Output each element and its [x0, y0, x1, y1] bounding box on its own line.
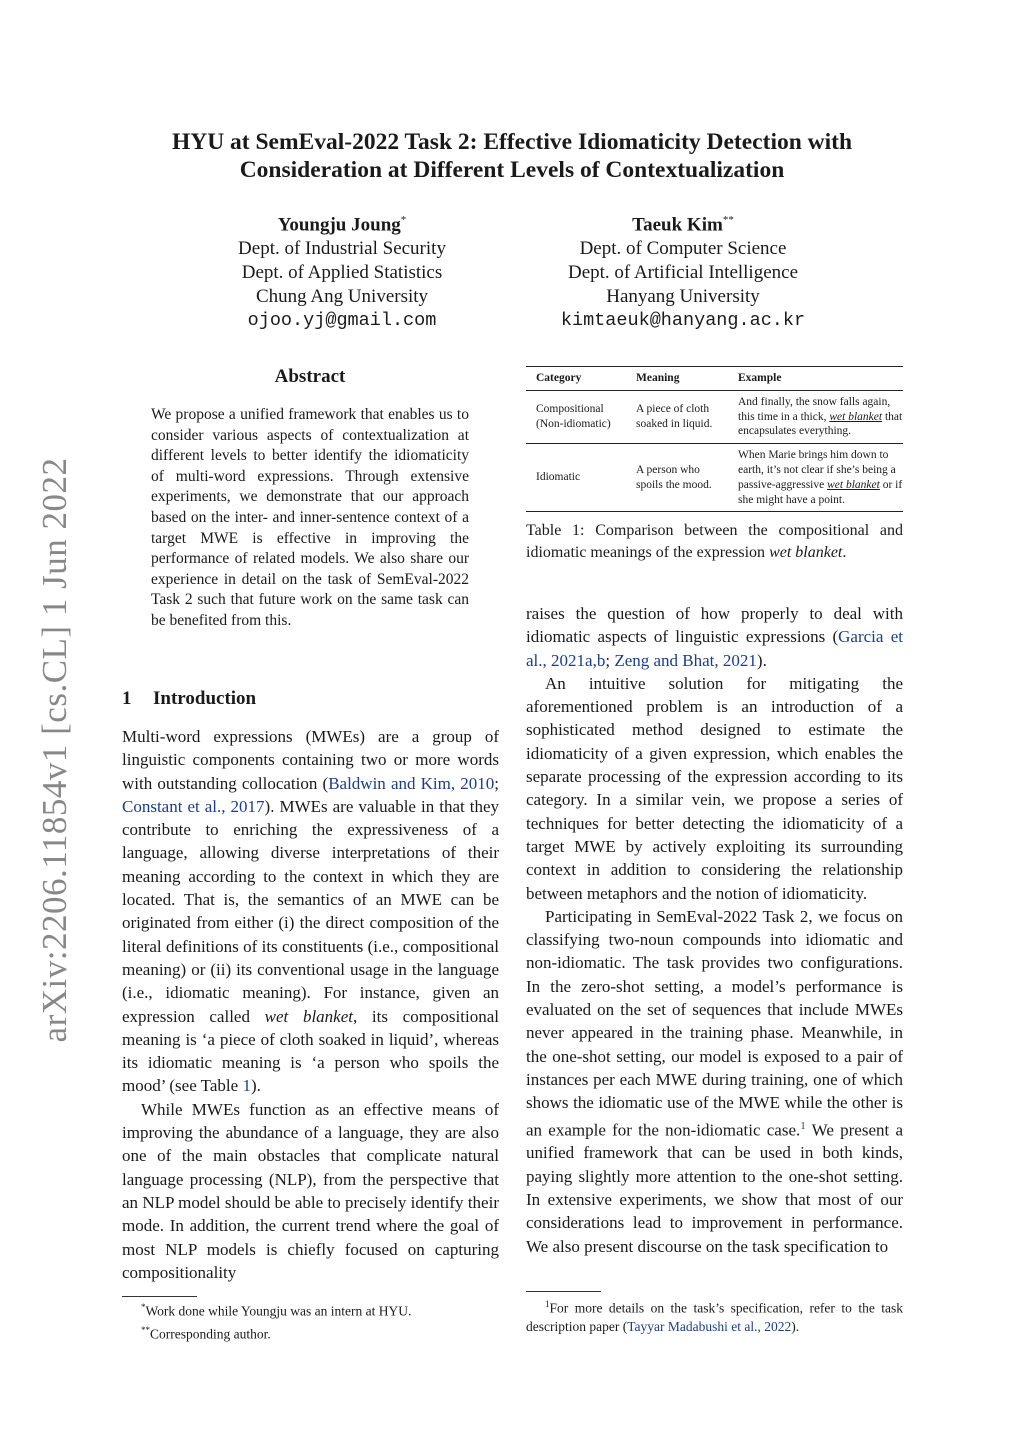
author-block-2 [513, 208, 853, 333]
author-name: Taeuk Kim [632, 214, 723, 236]
table-cell: Idiomatic [526, 444, 626, 512]
footnote-mark: 1 [545, 1299, 550, 1309]
text-run: ). MWEs are valuable in that they contribute to enriching the expressiveness of a language, allowing diverse interpretations of their meaning according to the context in which they are located. That is, the semantics of an MWE can be originated from either (i) the direct composition of the literal definitions of its constituents (i.e., compositional meaning) or (ii) its conventional usage in the language (i.e., idiomatic meaning). For instance, given an expression called [122, 796, 500, 1026]
text-run: that encapsulates everything. [738, 410, 903, 438]
citation-link[interactable]: Garcia et al., 2021a,b [526, 627, 903, 670]
text-run: Table 1: Comparison between the compositional and idiomatic meanings of the expression [526, 522, 903, 561]
table-row [526, 390, 903, 443]
right-column [526, 602, 903, 1258]
author-email[interactable]: ojoo.yj@gmail.com [247, 310, 437, 332]
footnote [122, 1298, 499, 1321]
footnote-text: ). [791, 1318, 800, 1334]
text-run: or if she might have a point. [738, 478, 903, 506]
text-run: We present a unified framework that can be used in both kinds, paying slightly more attention to the one-shot setting. In extensive experiments, we show that most of our considerations lead to improvement in performance. We also present discourse on the task specification to [526, 1120, 903, 1256]
table-header-cell: Category [526, 367, 626, 391]
abstract-text: We propose a unified framework that enables us to consider various aspects of contextualization at different levels to better identify the idiomaticity of multi-word expressions. Through extensive experiments, we demonstrate that our approach based on the inter- and inner-sentence context of a target MWE is effective in improving the performance of related models. We also share our experience in detail on the task of SemEval-2022 Task 2 such that future work on the same task can be benefited from this. [151, 406, 469, 629]
section-title: Introduction [153, 688, 257, 709]
table-header-cell: Meaning [626, 367, 728, 391]
table-row [526, 444, 903, 512]
arxiv-id[interactable]: arXiv:2206.11854v1 [cs.CL] 1 Jun 2022 [35, 457, 74, 1043]
table-cell [728, 444, 903, 512]
author-affiliation: Dept. of Artificial Intelligence [567, 262, 799, 284]
section-heading [122, 688, 256, 710]
author-affiliation: Dept. of Applied Statistics [241, 262, 443, 284]
footnotes-left [122, 1296, 499, 1343]
title-line-2: Consideration at Different Levels of Contextualization [239, 157, 785, 183]
paragraph: While MWEs function as an effective means of improving the abundance of a language, they are also one of the main obstacles that complicate natural language processing (NLP), from the perspective that an NLP model should be able to precisely identify their mode. In addition, the current trend where the goal of most NLP models is chiefly focused on capturing compositionality [122, 1099, 499, 1282]
citation-link[interactable]: Constant et al., 2017 [122, 796, 265, 816]
text-run: ; [605, 650, 615, 670]
paragraph [122, 725, 499, 1098]
text-run: . [842, 544, 847, 561]
section-number: 1 [122, 688, 132, 709]
text-run: Multi-word expressions (MWEs) are a group of linguistic components containing two or more words with outstanding collocation ( [122, 727, 499, 793]
footnote-text: For more details on the task’s specification, refer to the task description paper ( [526, 1300, 903, 1334]
footnote-mark: * [141, 1302, 146, 1312]
text-run: raises the question of how properly to deal with idiomatic aspects of linguistic expressions ( [526, 604, 903, 647]
table-cell: A person who spoils the mood. [626, 444, 728, 512]
text-run: And finally, the snow falls again, this time in a thick, [738, 395, 891, 423]
author-affiliation: Dept. of Computer Science [579, 238, 787, 260]
emphasis: wet blanket [264, 1006, 353, 1026]
text-run: ). [250, 1076, 261, 1096]
table-caption [526, 520, 903, 564]
author-affiliation: Hanyang University [606, 286, 760, 308]
mwe-highlight: wet blanket [829, 410, 883, 423]
text-run: When Marie brings him down to earth, it’s not clear if she’s being a passive-aggressive [738, 449, 896, 491]
footnote-link[interactable]: 1 [800, 1119, 806, 1132]
text-run: ; [494, 773, 499, 793]
author-affiliation: Chung Ang University [255, 286, 429, 308]
author-block-1 [172, 208, 512, 333]
left-column [122, 725, 499, 1284]
footnote-rule [526, 1291, 601, 1292]
citation-link[interactable]: Tayyar Madabushi et al., 2022 [627, 1318, 792, 1334]
author-mark: * [400, 214, 407, 226]
table-ref-link[interactable]: 1 [242, 1076, 251, 1096]
footnote-text: Work done while Youngju was an intern at HYU. [145, 1303, 412, 1319]
footnote-text: Corresponding author. [150, 1326, 271, 1341]
author-email[interactable]: kimtaeuk@hanyang.ac.kr [560, 310, 806, 332]
text-run: Participating in SemEval-2022 Task 2, we focus on classifying two-noun compounds into idiomatic and non-idiomatic. The task provides two configurations. In the zero-shot setting, a model’s performance is evaluated on the set of sequences that include MWEs never appeared in the training phase. Meanwhile, in the one-shot setting, our model is exposed to a pair of instances per each MWE during training, one of which shows the idiomatic use of the MWE while the other is an example for the non-idiomatic case. [526, 906, 903, 1140]
footnote-mark: ** [141, 1324, 150, 1335]
author-mark: ** [722, 214, 734, 226]
title-line-1: HYU at SemEval-2022 Task 2: Effective Idiomaticity Detection with [171, 129, 853, 155]
footnote-rule [122, 1296, 197, 1297]
footnote [526, 1295, 903, 1336]
table-cell: Compositional (Non-idiomatic) [526, 390, 626, 443]
abstract-heading: Abstract [274, 366, 346, 387]
table-cell: A piece of cloth soaked in liquid. [626, 390, 728, 443]
citation-link[interactable]: Zeng and Bhat, 2021 [614, 650, 757, 670]
table-1 [526, 366, 903, 512]
paragraph: An intuitive solution for mitigating the aforementioned problem is an introduction of a sophisticated method designed to estimate the idiomaticity of a given expression, which enables the separate processing of the expression according to its category. In a similar vein, we propose a series of techniques for better detecting the idiomaticity of a target MWE by actively exploiting its surrounding context in addition to considering the relationship between metaphors and the notion of idiomaticity. [526, 673, 903, 903]
mwe-highlight: wet blanket [827, 478, 880, 491]
author-affiliation: Dept. of Industrial Security [238, 238, 446, 260]
footnotes-right [526, 1291, 903, 1336]
paragraph [526, 905, 903, 1258]
text-run: , its compositional meaning is ‘a piece of cloth soaked in liquid’, whereas its idiomatic meaning is ‘a person who spoils the mood’ (see Table [122, 1006, 499, 1096]
footnote [122, 1321, 499, 1344]
paragraph [526, 602, 903, 672]
citation-link[interactable]: Baldwin and Kim, 2010 [328, 773, 495, 793]
text-run: ). [756, 650, 767, 670]
table-header-cell: Example [728, 367, 903, 391]
emphasis: wet blanket [769, 544, 843, 561]
paper-title [0, 128, 1024, 184]
table-cell [728, 390, 903, 443]
author-name: Youngju Joung [277, 214, 401, 236]
table-header-row [526, 367, 903, 391]
